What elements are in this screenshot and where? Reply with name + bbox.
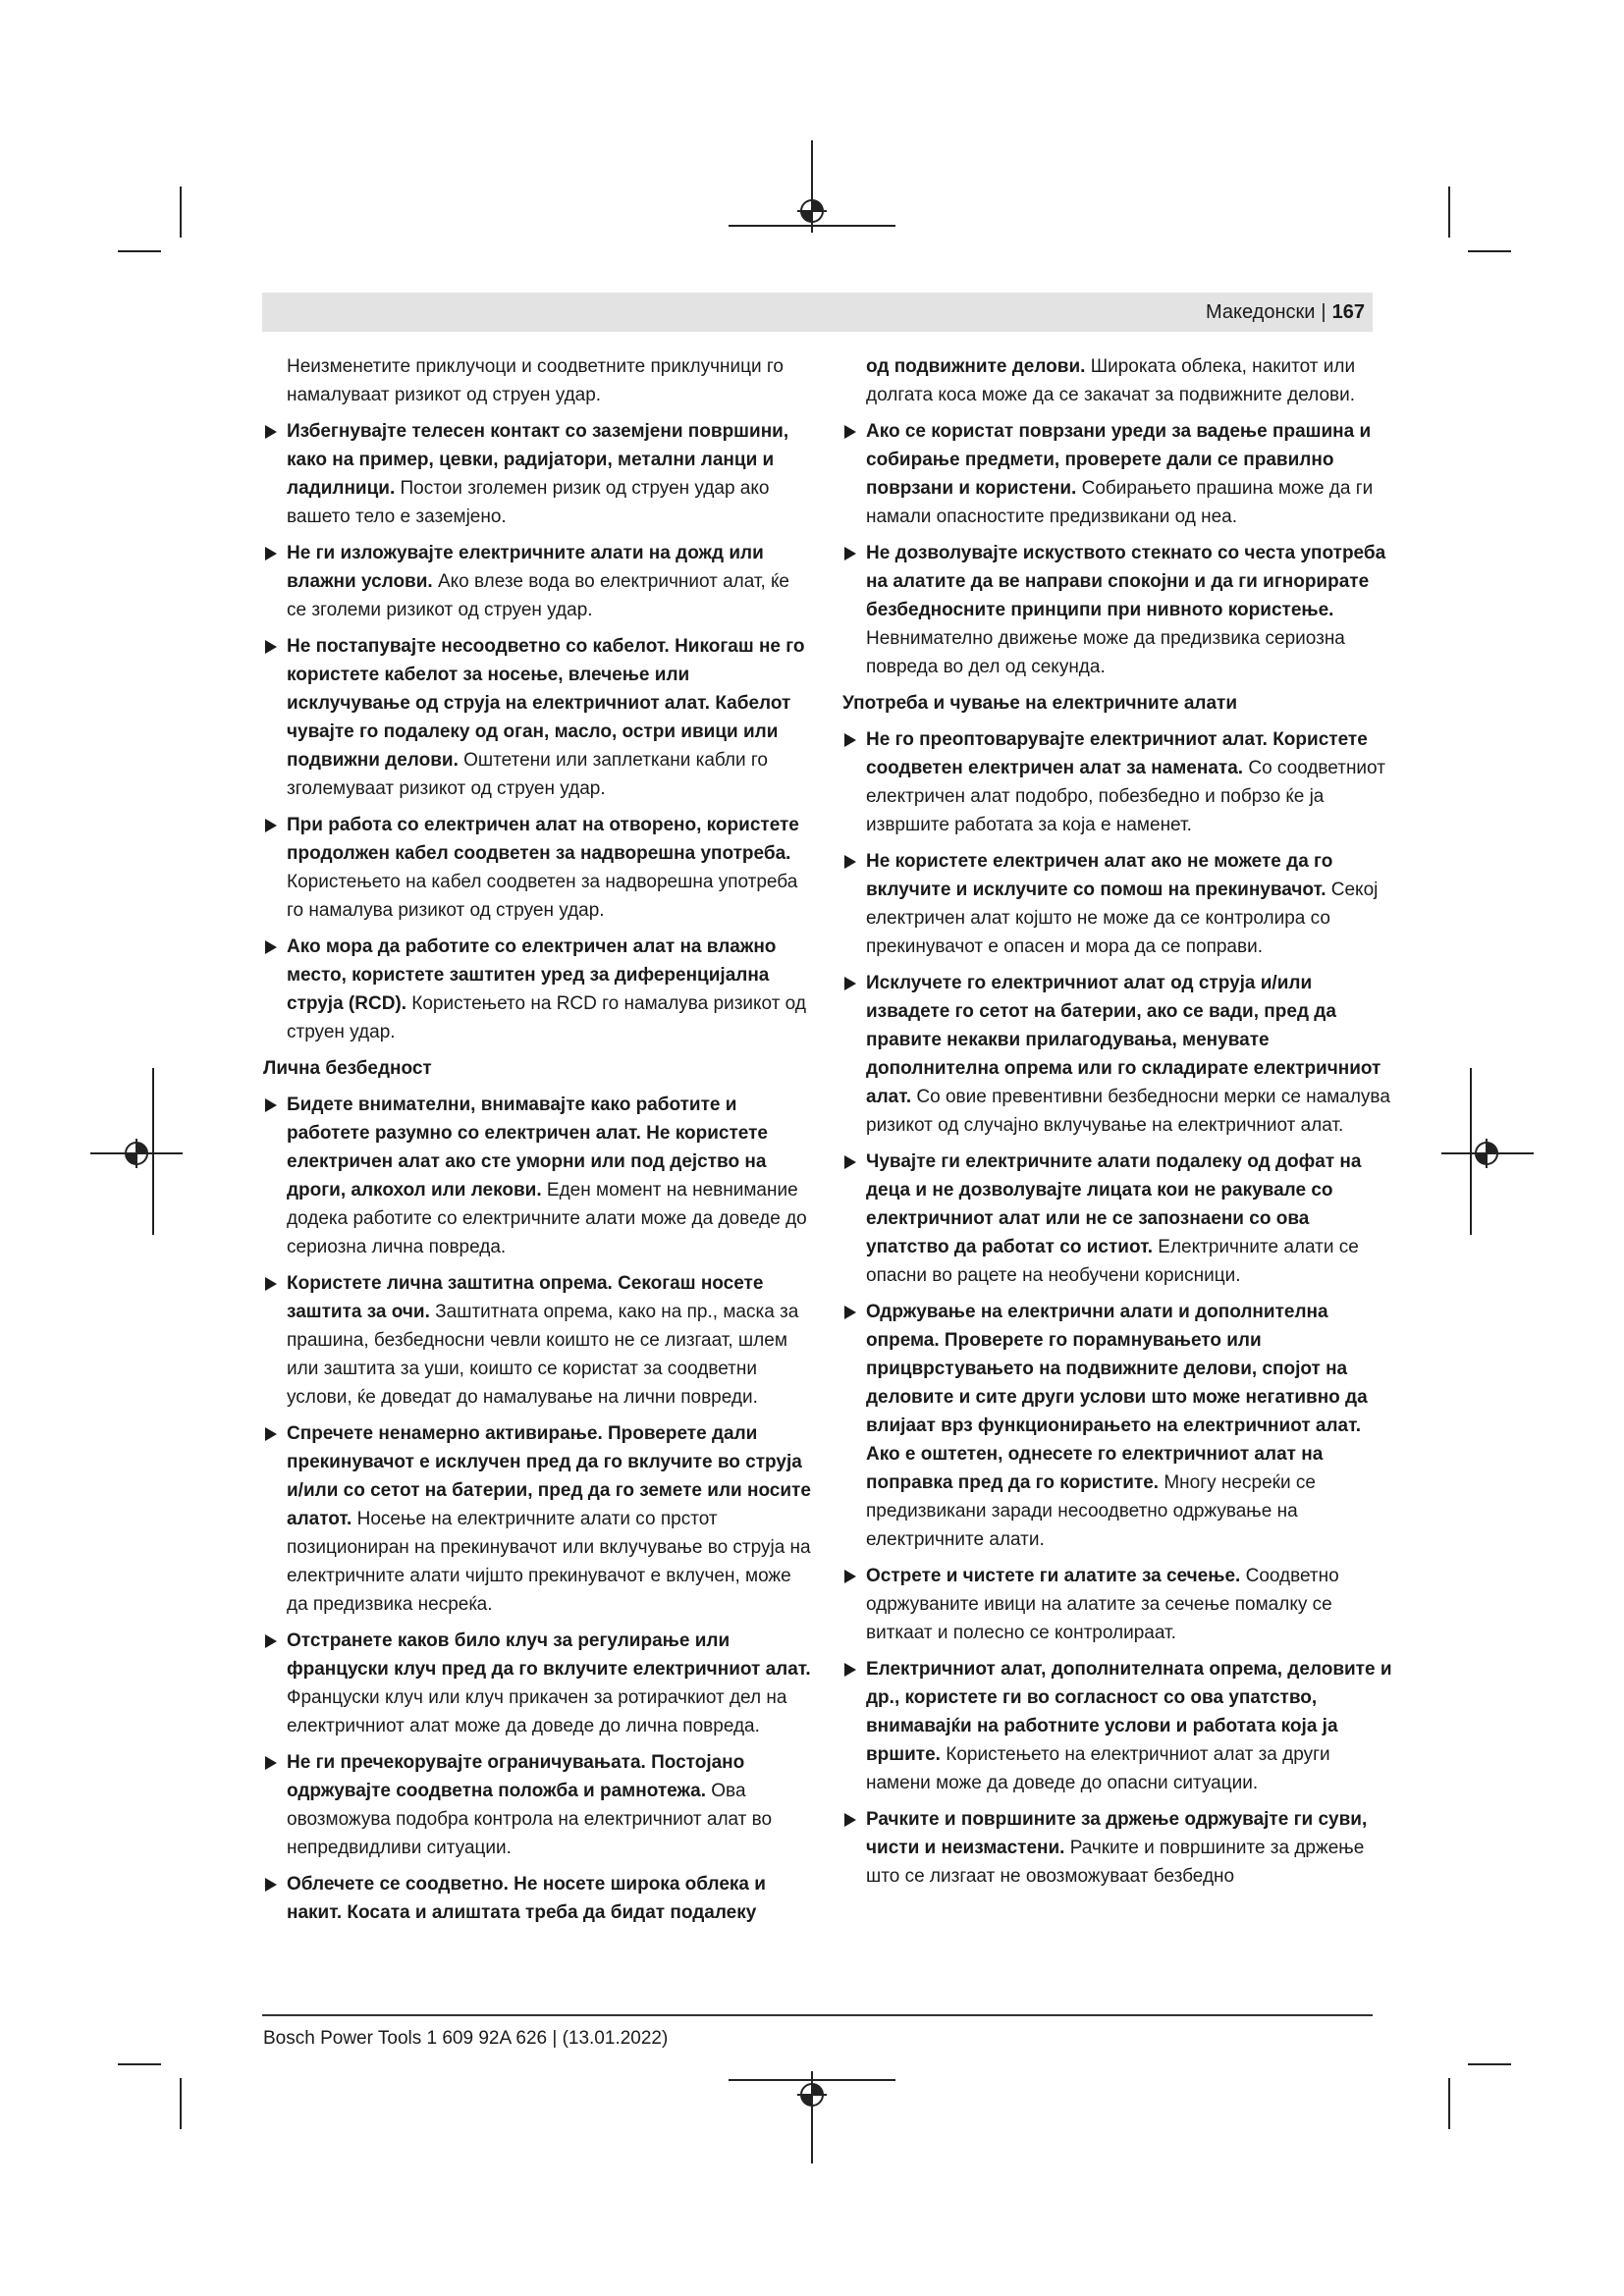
safety-item (263, 1419, 813, 1619)
crop-mark (1468, 250, 1511, 252)
item-text: Француски клуч или клуч прикачен за ротирачкиот дел на електричниот алат може да доведе до лична повреда. (287, 1687, 787, 1736)
bullet-arrow-icon (842, 417, 860, 446)
crop-mark (180, 187, 182, 238)
bullet-arrow-icon (842, 1655, 860, 1683)
header-separator: | (1321, 301, 1326, 323)
safety-item (842, 1805, 1392, 1891)
registration-target-icon (1472, 1139, 1501, 1168)
right-column (842, 352, 1392, 1898)
registration-target-icon (797, 2080, 827, 2109)
safety-item (263, 1748, 813, 1862)
safety-item (263, 1269, 813, 1412)
bullet-arrow-icon (263, 539, 281, 567)
item-text: Електричните алати се опасни во рацете на необучени корисници. (866, 1237, 1359, 1286)
bullet-arrow-icon (263, 1627, 281, 1655)
header-language: Македонски (1205, 301, 1316, 323)
safety-item (263, 811, 813, 925)
item-bold-text: Избегнувајте телесен контакт со заземјени површини, како на пример, цевки, радијатори, метални ланци и ладилници. (287, 421, 789, 499)
bullet-arrow-icon (842, 1298, 860, 1326)
item-text: Еден момент на невнимание додека работите со електричните алати може да доведе до сериозна лична повреда. (287, 1180, 807, 1257)
safety-item (842, 969, 1392, 1140)
item-text: Користењето на кабел соодветен за надворешна употреба го намалува ризикот од струен удар. (287, 872, 798, 921)
crop-mark (180, 2078, 182, 2129)
item-text: Користењето на електричниот алат за други намени може да доведе до опасни ситуации. (866, 1744, 1330, 1793)
bullet-arrow-icon (263, 933, 281, 961)
registration-line (152, 1068, 154, 1235)
item-text: Ако влезе вода во електричниот алат, ќе се зголеми ризикот од струен удар. (287, 571, 789, 620)
item-bold-text: Бидете внимателни, внимавајте како работите и работете разумно со електричен алат. Не користете електричен алат ако сте уморни или под дејство на дроги, алкохол или лекови. (287, 1095, 768, 1201)
item-bold-text: Не дозволувајте искуството стекнато со честа употреба на алатите да ве направи спокојни и да ги игнорирате безбедносните принципи при нивното користење. (866, 543, 1386, 620)
safety-item (263, 1870, 813, 1927)
bullet-arrow-icon (842, 969, 860, 997)
crop-mark (1448, 2078, 1450, 2129)
bullet-arrow-icon (842, 847, 860, 876)
safety-item (842, 1298, 1392, 1554)
item-text: Многу несреќи се предизвикани заради несоодветно одржување на електричните алати. (866, 1472, 1316, 1550)
bullet-arrow-icon (263, 1269, 281, 1298)
item-bold-text: Спречете ненамерно активирање. Проверете дали прекинувачот е исклучен пред да го вклучите во струја и/или со сетот на батерии, пред да го земете или носите алатот. (287, 1423, 811, 1529)
footer-text: Bosch Power Tools 1 609 92A 626 | (13.01.2022) (263, 2028, 669, 2049)
safety-item (263, 1091, 813, 1261)
registration-target-icon (122, 1139, 151, 1168)
item-bold-text: Рачките и површините за држење одржувајте ги суви, чисти и неизмастени. (866, 1809, 1368, 1858)
item-text: Користењето на RCD го намалува ризикот од струен удар. (287, 993, 806, 1042)
item-bold-text: При работа со електричен алат на отворено, користете продолжен кабел соодветен за надворешна употреба. (287, 815, 799, 864)
item-bold-text: од подвижните делови. (866, 356, 1086, 377)
item-text: Постои зголемен ризик од струен удар ако вашето тело е заземјено. (287, 478, 770, 527)
crop-mark (1448, 187, 1450, 238)
safety-item (842, 417, 1392, 531)
safety-item (842, 539, 1392, 681)
bullet-arrow-icon (263, 632, 281, 661)
item-text: Широката облека, накитот или долгата коса може да се закачат за подвижните делови. (866, 356, 1356, 405)
item-bold-text: Облечете се соодветно. Не носете широка облека и накит. Косата и алиштата треба да бидат подалеку (287, 1874, 766, 1923)
item-bold-text: Чувајте ги електричните алати подалеку од дофат на деца и не дозволувајте лицата кои не ракувале со електричниот алат или не се запознаени со ова упатство да работат со истиот. (866, 1151, 1362, 1257)
item-text: Ова овозможува подобра контрола на електричниот алат во непредвидливи ситуации. (287, 1781, 773, 1858)
bullet-arrow-icon (842, 725, 860, 754)
crop-mark (118, 2063, 161, 2065)
item-text: Собирањето прашина може да ги намали опасностите предизвикани од неа. (866, 478, 1374, 527)
item-text: Секој електричен алат којшто не може да се контролира со прекинувачот е опасен и мора да се поправи. (866, 880, 1379, 957)
bullet-arrow-icon (263, 811, 281, 839)
item-bold-text: Не го преоптоварувајте електричниот алат. Користете соодветен електричен алат за намената. (866, 729, 1368, 778)
item-bold-text: Ако се користат поврзани уреди за вадење прашина и собирање предмети, проверете дали се правилно поврзани и користени. (866, 421, 1372, 499)
safety-item (842, 1655, 1392, 1797)
crop-mark (118, 250, 161, 252)
header-label (1206, 293, 1365, 332)
item-bold-text: Одржување на електрични алати и дополнителна опрема. Проверете го порамнувањето или прицврстувањето на подвижните делови, спојот на деловите и сите други услови што може негативно да влијаат врз функционирањето на електричниот алат. Ако е оштетен, однесете го електричниот алат на поправка пред да го користите. (866, 1302, 1368, 1493)
item-bold-text: Не користете електричен алат ако не можете да го вклучите и исклучите со помош на прекинувачот. (866, 851, 1333, 900)
section-heading: Употреба и чување на електричните алати (842, 693, 1238, 714)
safety-item (263, 539, 813, 624)
item-text: Со овие превентивни безбедносни мерки се намалува ризикот од случајно вклучување на електричниот алат. (866, 1087, 1390, 1136)
page-number: 167 (1331, 301, 1365, 323)
safety-item (263, 417, 813, 531)
item-text: Носење на електричните алати со прстот позициониран на прекинувачот или вклучување во струја на електричните алати чијшто прекинувачот е вклучен, може да предизвика несреќа. (287, 1509, 811, 1615)
footer-rule (262, 2014, 1373, 2016)
bullet-arrow-icon (842, 1148, 860, 1176)
left-column (263, 352, 813, 1935)
crop-mark (1468, 2063, 1511, 2065)
item-bold-text: Не ги пречекорувајте ограничувањата. Постојано одржувајте соодветна положба и рамнотежа. (287, 1752, 745, 1801)
item-bold-text: Исклучете го електричниот алат од струја и/или извадете го сетот на батерии, ако се вади, пред да правите некакви прилагодувања, менувате дополнителна опрема или го складирате електричниот алат. (866, 973, 1381, 1107)
item-bold-text: Користете лична заштитна опрема. Секогаш носете заштита за очи. (287, 1273, 764, 1322)
bullet-arrow-icon (263, 1419, 281, 1448)
safety-item (263, 632, 813, 803)
running-header (262, 293, 1373, 332)
item-text: Заштитната опрема, како на пр., маска за прашина, безбедносни чевли коишто не се лизгаат, шлем или заштита за уши, коишто се користат за соодветни услови, ќе доведат до намалување на лични повреди. (287, 1302, 799, 1408)
bullet-arrow-icon (263, 1748, 281, 1777)
item-bold-text: Електричниот алат, дополнителната опрема, деловите и др., користете ги во согласност со ова упатство, внимавајќи на работните услови и работата која ја вршите. (866, 1659, 1392, 1765)
safety-item (263, 933, 813, 1046)
safety-item (842, 725, 1392, 839)
bullet-arrow-icon (842, 539, 860, 567)
registration-target-icon (797, 196, 827, 226)
item-text: Оштетени или заплеткани кабли го зголемуваат ризикот од струен удар. (287, 750, 768, 799)
safety-item (263, 1627, 813, 1740)
bullet-arrow-icon (842, 1562, 860, 1590)
bullet-arrow-icon (263, 1870, 281, 1898)
bullet-arrow-icon (842, 1805, 860, 1834)
item-bold-text: Ако мора да работите со електричен алат на влажно место, користете заштитен уред за диференцијална струја (RCD). (287, 936, 777, 1014)
bullet-arrow-icon (263, 417, 281, 446)
item-text: Со соодветниот електричен алат подобро, побезбедно и побрзо ќе ја извршите работата за која е наменет. (866, 758, 1385, 835)
bullet-arrow-icon (263, 1091, 281, 1119)
item-text: Невнимателно движење може да предизвика сериозна повреда во дел од секунда. (866, 628, 1345, 677)
item-text: Рачките и површините за држење што се лизгаат не овозможуваат безбедно (866, 1838, 1365, 1887)
safety-item (842, 1148, 1392, 1290)
lead-paragraph: Неизменетите приклучоци и соодветните приклучници го намалуваат ризикот од струен удар. (287, 356, 784, 405)
safety-item (842, 847, 1392, 961)
item-text: Соодветно одржуваните ивици на алатите за сечење помалку се виткаат и полесно се контролираат. (866, 1566, 1339, 1643)
item-bold-text: Отстранете каков било клуч за регулирање или француски клуч пред да го вклучите електричниот алат. (287, 1630, 811, 1680)
continued-paragraph (842, 352, 1392, 409)
item-bold-text: Не ги изложувајте електричните алати на дожд или влажни услови. (287, 543, 764, 592)
item-bold-text: Не постапувајте несоодветно со кабелот. Никогаш не го користете кабелот за носење, влечење или исклучување од струја на електричниот алат. Кабелот чувајте го подалеку од оган, масло, остри ивици или подвижни делови. (287, 636, 805, 771)
item-bold-text: Острете и чистете ги алатите за сечење. (866, 1566, 1241, 1586)
safety-item (842, 1562, 1392, 1647)
section-heading: Лична безбедност (263, 1058, 432, 1079)
